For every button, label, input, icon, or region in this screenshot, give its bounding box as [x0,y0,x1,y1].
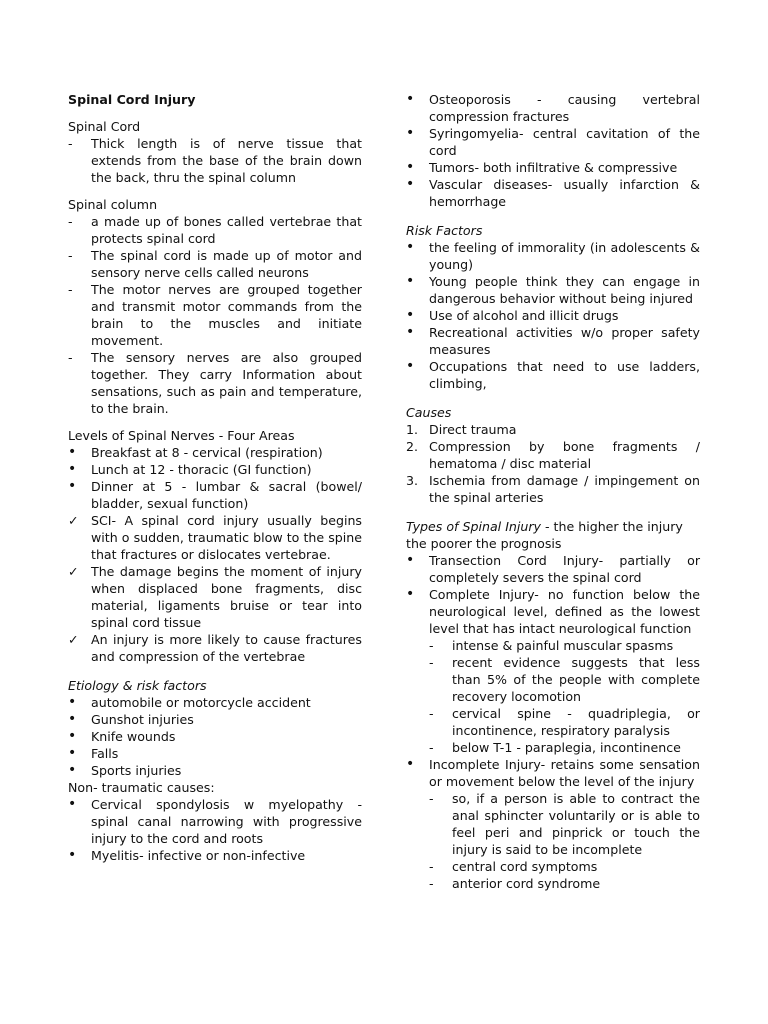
checkmark-icon: ✓ [68,513,79,528]
causes-list [406,421,700,506]
right-column [406,91,700,892]
causes-label: Causes [406,405,452,420]
left-column [68,91,362,864]
list-item: • Osteoporosis - causing vertebral compression fractures [406,91,700,124]
spinal-cord-label: Spinal Cord [68,119,141,134]
list-item: • Knife wounds [68,728,176,744]
list-item: - The motor nerves are grouped together and transmit motor commands from the brain to the muscles and initiate movement. [68,282,362,348]
list-item: - below T-1 - paraplegia, incontinence [429,740,681,755]
list-item: - intense & painful muscular spasms [429,638,674,653]
levels-label: Levels of Spinal Nerves - Four Areas [68,428,295,443]
continued-list [406,91,700,210]
etiology-list [68,694,362,779]
checkmark-list [68,512,362,665]
list-item: • Gunshot injuries [68,711,194,727]
list-item: • Lunch at 12 - thoracic (GI function) [68,461,312,477]
list-item: - anterior cord syndrome [429,876,601,891]
list-item: • automobile or motorcycle accident [68,694,311,710]
list-item: • Falls [68,745,119,761]
checkmark-icon: ✓ [68,564,79,579]
types-label: Types of Spinal Injury - the higher the injury the poorer the prognosis [406,519,683,551]
spinal-column-label: Spinal column [68,197,158,212]
list-item: • Recreational activities w/o proper safety measures [406,324,700,357]
risk-factors-label: Risk Factors [406,223,483,238]
list-item: • Myelitis- infective or non-infective [68,847,306,863]
list-item: - cervical spine - quadriplegia, or incontinence, respiratory paralysis [429,706,700,738]
list-item: • the feeling of immorality (in adolescents & young) [406,239,700,272]
spinal-cord-list [68,135,362,186]
list-item: ✓ An injury is more likely to cause fractures and compression of the vertebrae [68,632,362,664]
types-list [406,552,700,892]
list-item: - The sensory nerves are also grouped together. They carry Information about sensations, such as pain and temperature, to the brain. [68,350,362,416]
list-item: • Sports injuries [68,762,182,778]
list-item: - so, if a person is able to contract the anal sphincter voluntarily or is able to feel peri and pinprick or touch the injury is said to be incomplete [429,791,700,857]
list-item: 2. Compression by bone fragments / hematoma / disc material [406,439,700,471]
list-item: 3. Ischemia from damage / impingement on the spinal arteries [406,473,700,505]
list-item: - a made up of bones called vertebrae that protects spinal cord [68,214,362,246]
risk-factors-list [406,239,700,392]
levels-list [68,444,362,512]
spinal-column-list [68,213,362,417]
list-item: • Dinner at 5 - lumbar & sacral (bowel/ bladder, sexual function) [68,478,362,511]
list-item: • Complete Injury- no function below the neurological level, defined as the lowest level that has intact neurological function - intense & painful muscular spasms - recent evidence suggests that less than 5% of the people with complete recovery locomotion - cervical spine - quadriplegia, or incontinence, respiratory paralysis - below T-1 - paraplegia, incontinence [406,586,700,755]
list-item: • Tumors- both infiltrative & compressive [406,159,678,175]
list-item: • Transection Cord Injury- partially or completely severs the spinal cord [406,552,700,585]
list-item: • Occupations that need to use ladders, climbing, [406,358,700,391]
list-item: • Young people think they can engage in dangerous behavior without being injured [406,273,700,306]
list-item: ✓ SCI- A spinal cord injury usually begins with o sudden, traumatic blow to the spine that fractures or dislocates vertebrae. [68,513,362,562]
non-traumatic-list [68,796,362,864]
list-item: • Syringomyelia- central cavitation of the cord [406,125,700,158]
incomplete-sub-list [429,790,700,892]
document-title: Spinal Cord Injury [68,92,196,107]
list-item: ✓ The damage begins the moment of injury when displaced bone fragments, disc material, ligaments bruise or tear into spinal cord tissue [68,564,362,630]
list-item: - recent evidence suggests that less than 5% of the people with complete recovery locomotion [429,655,700,704]
list-item: • Breakfast at 8 - cervical (respiration) [68,444,323,460]
list-item: - central cord symptoms [429,859,598,874]
checkmark-icon: ✓ [68,632,79,647]
list-item: • Cervical spondylosis w myelopathy - spinal canal narrowing with progressive injury to the cord and roots [68,796,362,846]
list-item: - Thick length is of nerve tissue that extends from the base of the brain down the back, thru the spinal column [68,136,362,185]
list-item: 1. Direct trauma [406,422,517,437]
complete-sub-list [429,637,700,756]
list-item: - The spinal cord is made up of motor and sensory nerve cells called neurons [68,248,362,280]
etiology-label: Etiology & risk factors [68,678,207,693]
list-item: • Use of alcohol and illicit drugs [406,307,619,323]
list-item: • Vascular diseases- usually infarction & hemorrhage [406,176,700,209]
non-traumatic-label: Non- traumatic causes: [68,780,215,795]
list-item: • Incomplete Injury- retains some sensation or movement below the level of the injury - so, if a person is able to contract the anal sphincter voluntarily or is able to feel peri and pinprick or touch the injury is said to be incomplete - central cord symptoms - anterior cord syndrome [406,756,700,891]
